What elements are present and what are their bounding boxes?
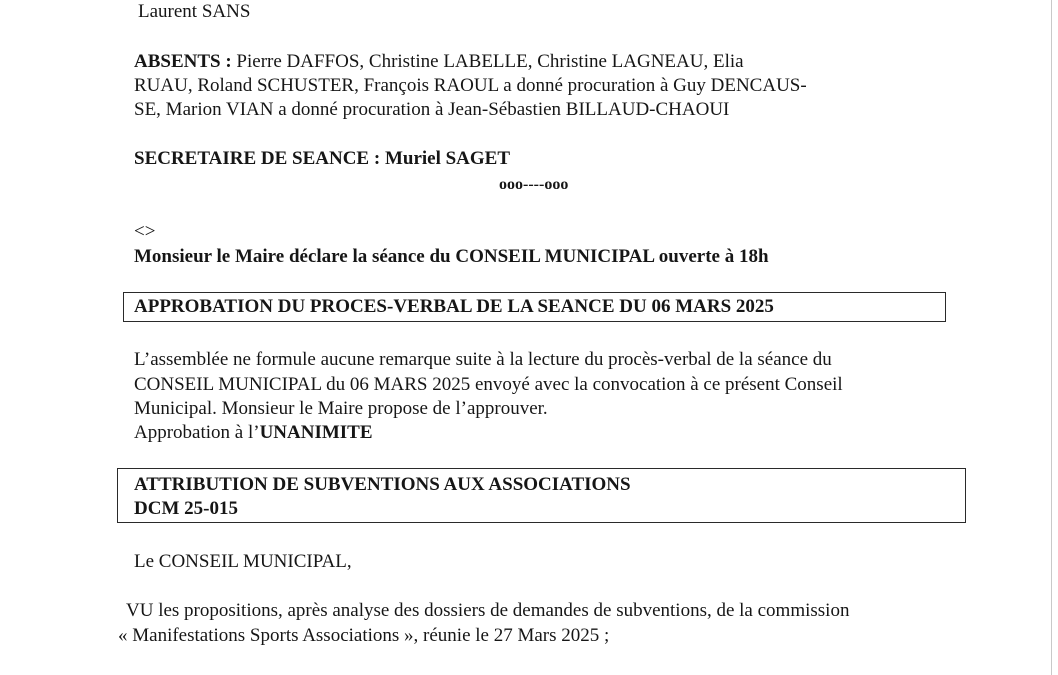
secretary-name: Muriel SAGET [384, 148, 511, 169]
approval-value: UNANIMITE [259, 422, 373, 443]
section2-vu-line-1: VU les propositions, après analyse des dossiers de demandes de subventions, de la commission [126, 600, 850, 621]
section1-line-3: Municipal. Monsieur le Maire propose de l’approuver. [134, 398, 548, 419]
opening-statement: Monsieur le Maire déclare la séance du CONSEIL MUNICIPAL ouverte à 18h [134, 246, 769, 267]
absents-line-3: SE, Marion VIAN a donné procuration à Jean-Sébastien BILLAUD-CHAOUI [134, 99, 730, 120]
absents-names-1: Pierre DAFFOS, Christine LABELLE, Christine LAGNEAU, Elia [236, 51, 744, 72]
marker: <> [134, 221, 156, 242]
section1-approval [134, 421, 373, 445]
section1-line-1: L’assemblée ne formule aucune remarque suite à la lecture du procès-verbal de la séance du [134, 349, 832, 370]
absents-line-2: RUAU, Roland SCHUSTER, François RAOUL a donné procuration à Guy DENCAUS- [134, 75, 807, 96]
absents-line-1 [134, 50, 744, 74]
attendee-last-line: Laurent SANS [138, 1, 251, 22]
section1-title-box [123, 292, 946, 322]
section2-council: Le CONSEIL MUNICIPAL, [134, 551, 352, 572]
separator: ooo----ooo [499, 176, 569, 193]
section2-ref: DCM 25-015 [134, 498, 238, 519]
approval-prefix: Approbation à l’ [134, 422, 260, 443]
section2-title: ATTRIBUTION DE SUBVENTIONS AUX ASSOCIATIONS [134, 474, 631, 495]
secretary-label: SECRETAIRE DE SEANCE : [134, 148, 381, 169]
secretary-line [134, 147, 510, 171]
section2-vu-line-2: « Manifestations Sports Associations », réunie le 27 Mars 2025 ; [118, 625, 610, 646]
absents-label: ABSENTS : [134, 51, 232, 72]
section2-title-box [117, 468, 966, 523]
page-edge [1051, 0, 1052, 675]
section1-title: APPROBATION DU PROCES-VERBAL DE LA SEANCE DU 06 MARS 2025 [134, 296, 774, 317]
section1-line-2: CONSEIL MUNICIPAL du 06 MARS 2025 envoyé avec la convocation à ce présent Conseil [134, 374, 843, 395]
